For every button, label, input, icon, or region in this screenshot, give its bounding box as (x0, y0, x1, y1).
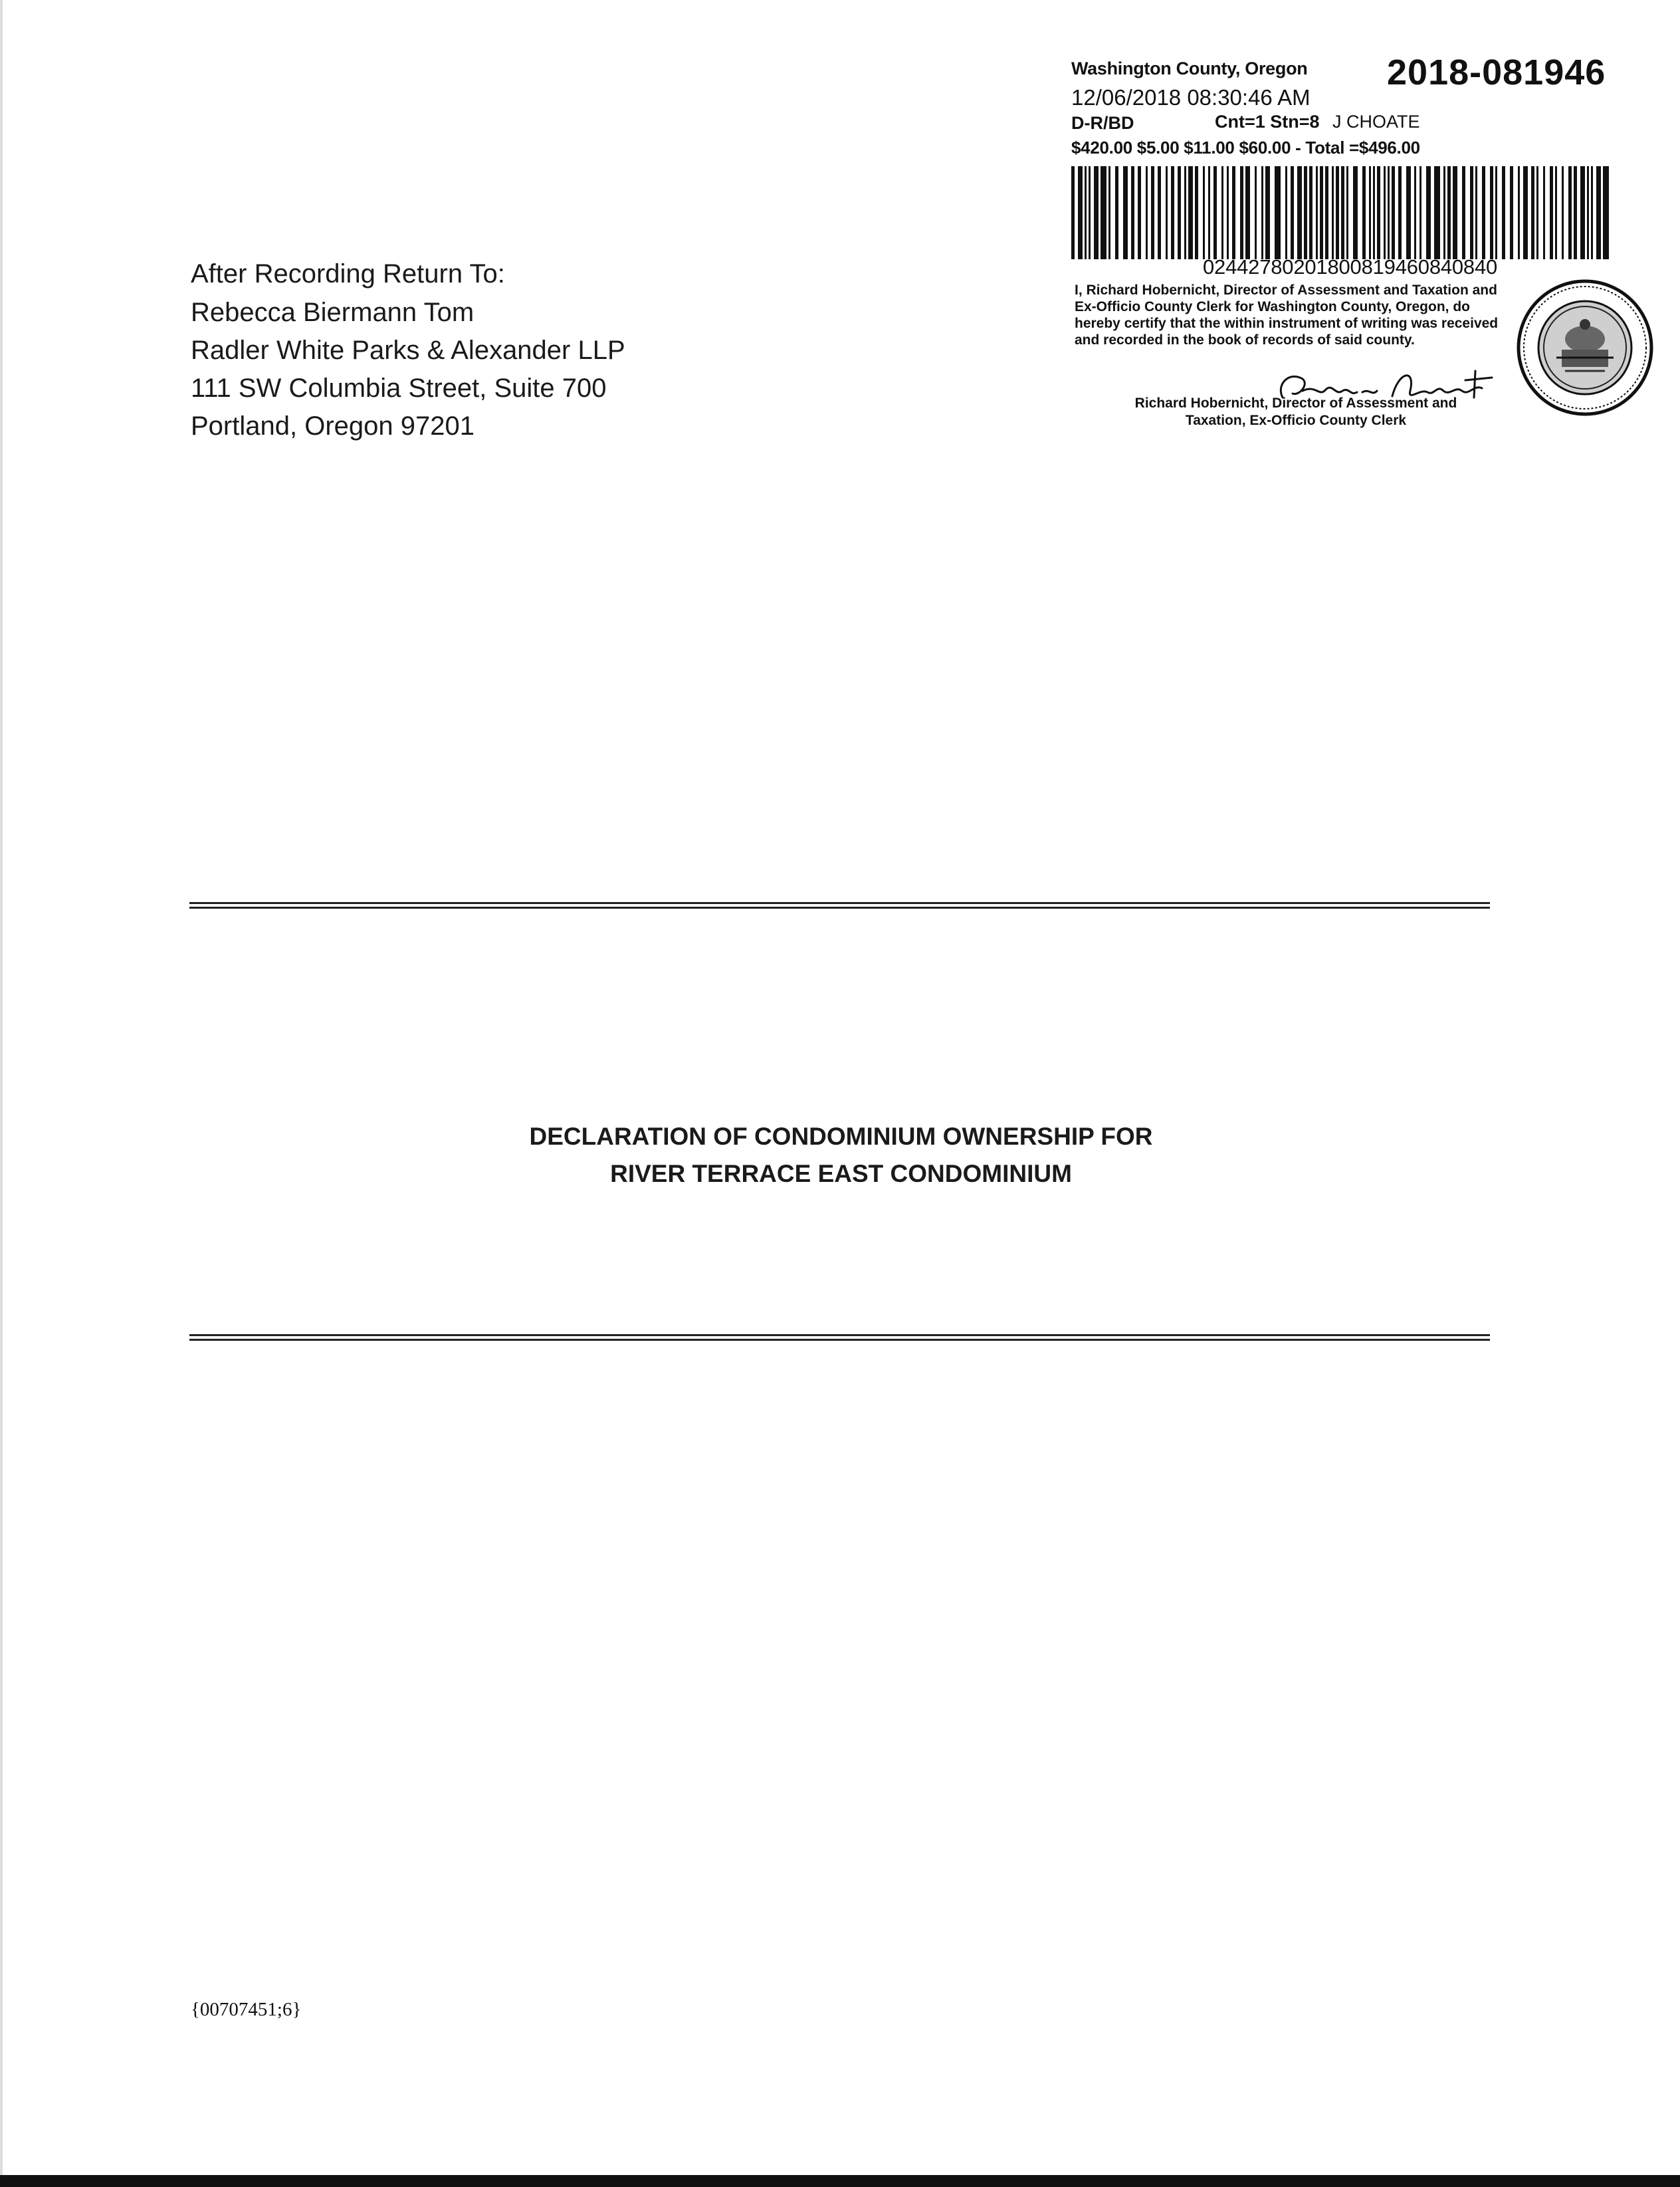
return-address-city: Portland, Oregon 97201 (191, 411, 474, 441)
return-address-street: 111 SW Columbia Street, Suite 700 (191, 374, 607, 403)
document-title-line-2: RIVER TERRACE EAST CONDOMINIUM (610, 1160, 1072, 1187)
recording-county: Washington County, Oregon (1071, 58, 1308, 78)
footer-document-code: {00707451;6} (191, 1999, 302, 2020)
signer-line-1: Richard Hobernicht, Director of Assessment and (1134, 396, 1457, 411)
recording-datetime: 12/06/2018 08:30:46 AM (1071, 85, 1311, 110)
county-seal-icon (1515, 278, 1655, 417)
return-address-name: Rebecca Biermann Tom (191, 298, 474, 327)
scan-bottom-edge (0, 2175, 1680, 2187)
scan-edge (0, 0, 3, 2175)
barcode-number: 02442780201800819460840840 (1203, 255, 1498, 279)
recording-fees: $420.00 $5.00 $11.00 $60.00 - Total =$496.00 (1071, 138, 1420, 158)
recording-clerk: J CHOATE (1332, 112, 1420, 132)
recording-count-station: Cnt=1 Stn=8 (1215, 112, 1320, 132)
return-address-heading: After Recording Return To: (191, 259, 505, 288)
signer-block (1097, 395, 1495, 429)
divider-bottom (189, 1334, 1490, 1341)
signer-line-2: Taxation, Ex-Officio County Clerk (1185, 413, 1407, 428)
recording-doc-code: D-R/BD (1071, 113, 1134, 133)
recording-document-number: 2018-081946 (1387, 53, 1606, 92)
barcode-icon (1071, 166, 1610, 259)
recording-certification: I, Richard Hobernicht, Director of Assessment and Taxation and Ex-Officio County Clerk for Washington County, Oregon, do hereby certify that the within instrument of writing was received and recorded in the book of records of said county. (1075, 283, 1499, 348)
document-title-line-1: DECLARATION OF CONDOMINIUM OWNERSHIP FOR (529, 1123, 1153, 1150)
return-address-firm: Radler White Parks & Alexander LLP (191, 336, 625, 365)
divider-top (189, 902, 1490, 909)
